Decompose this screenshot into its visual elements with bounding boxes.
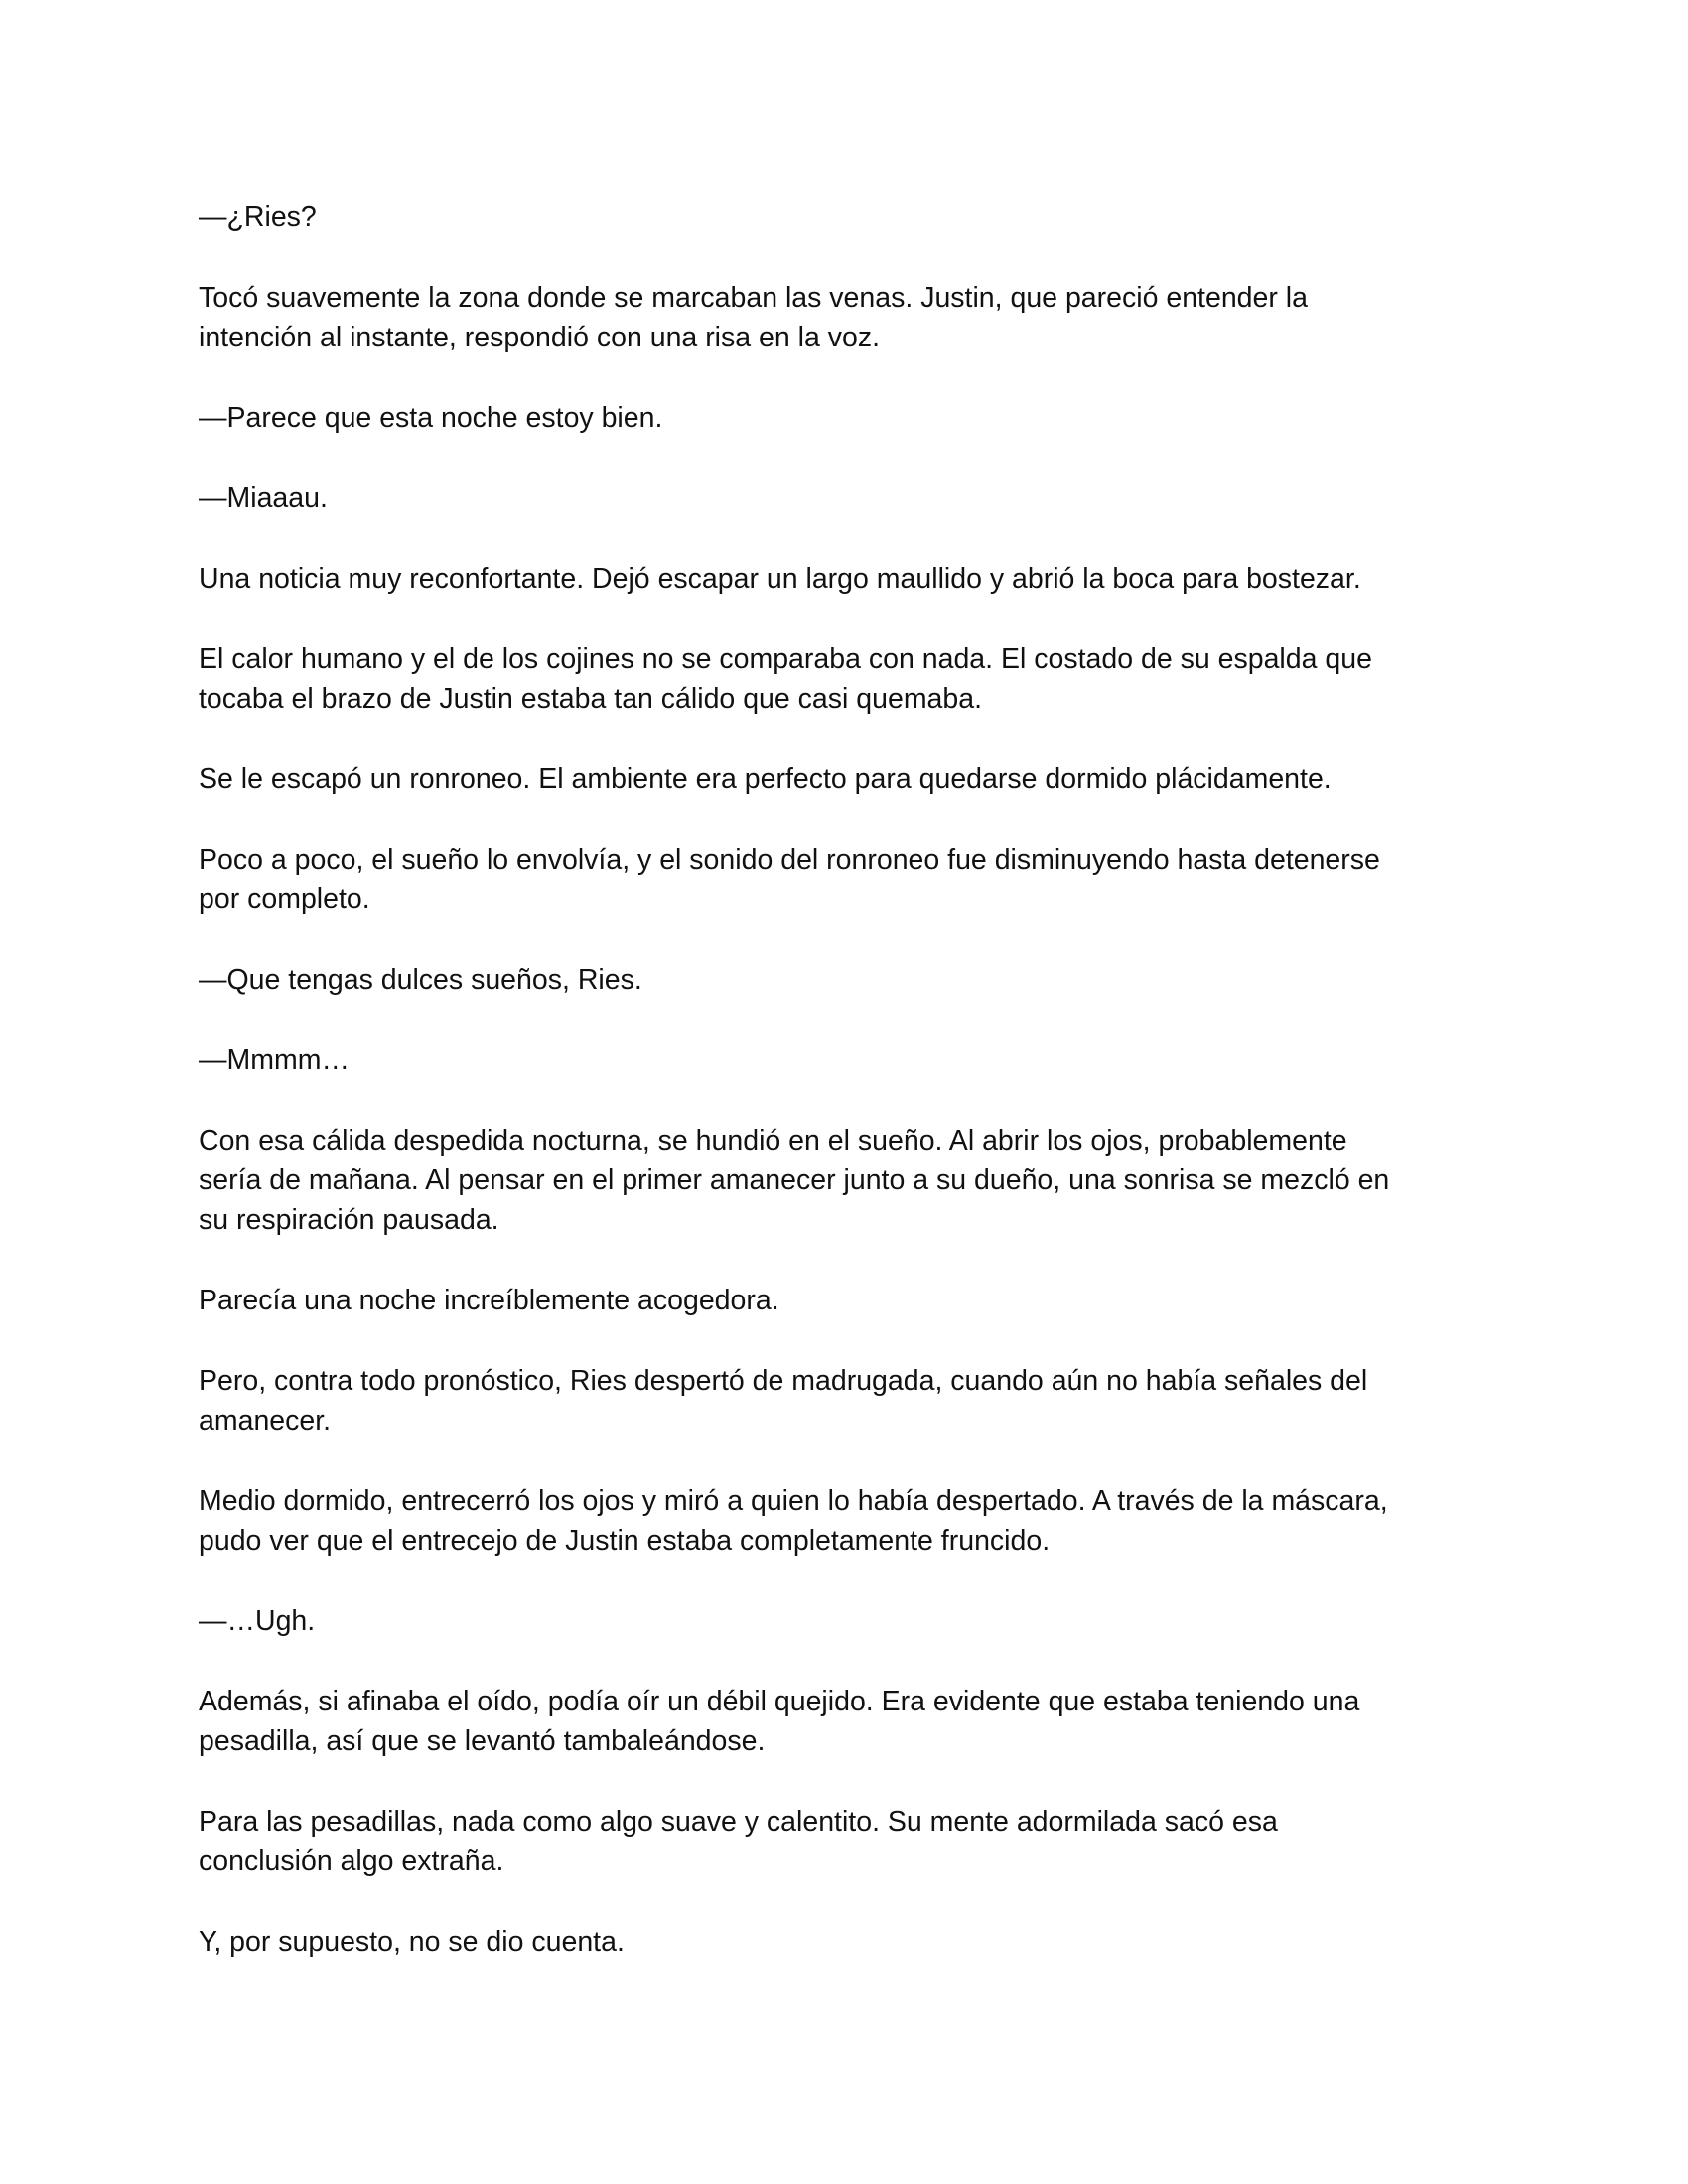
paragraph-14 <box>199 1481 1509 1561</box>
text-line: Parecía una noche increíblemente acogedora. <box>199 1285 779 1316</box>
text-line: sería de mañana. Al pensar en el primer amanecer junto a su dueño, una sonrisa se mezcló en <box>199 1164 1390 1196</box>
text-line: intención al instante, respondió con una risa en la voz. <box>199 322 881 353</box>
paragraph-8 <box>199 840 1509 919</box>
paragraph-7 <box>199 759 1509 799</box>
paragraph-4 <box>199 478 1509 518</box>
paragraph-18 <box>199 1922 1509 1962</box>
text-line: —Que tengas dulces sueños, Ries. <box>199 964 642 996</box>
text-line: Para las pesadillas, nada como algo suave y calentito. Su mente adormilada sacó esa <box>199 1806 1278 1838</box>
text-line: Y, por supuesto, no se dio cuenta. <box>199 1926 625 1958</box>
text-line: Poco a poco, el sueño lo envolvía, y el sonido del ronroneo fue disminuyendo hasta detenerse <box>199 844 1380 876</box>
paragraph-17 <box>199 1802 1509 1881</box>
text-line: —Mmmm… <box>199 1044 350 1076</box>
text-line: Se le escapó un ronroneo. El ambiente era perfecto para quedarse dormido plácidamente. <box>199 763 1332 795</box>
text-line: Pero, contra todo pronóstico, Ries despertó de madrugada, cuando aún no había señales del <box>199 1365 1368 1397</box>
paragraph-3 <box>199 398 1509 438</box>
document-page <box>199 198 1509 2002</box>
text-line: Tocó suavemente la zona donde se marcaban las venas. Justin, que pareció entender la <box>199 282 1308 314</box>
paragraph-1 <box>199 198 1509 237</box>
text-line: Medio dormido, entrecerró los ojos y miró a quien lo había despertado. A través de la máscara, <box>199 1485 1388 1517</box>
paragraph-5 <box>199 559 1509 599</box>
paragraph-10 <box>199 1040 1509 1080</box>
text-line: conclusión algo extraña. <box>199 1845 504 1877</box>
text-line: amanecer. <box>199 1405 332 1436</box>
text-line: por completo. <box>199 884 370 915</box>
text-line: —…Ugh. <box>199 1605 316 1637</box>
paragraph-15 <box>199 1601 1509 1641</box>
paragraph-11 <box>199 1121 1509 1240</box>
paragraph-9 <box>199 960 1509 1000</box>
text-line: pesadilla, así que se levantó tambaleándose. <box>199 1725 766 1757</box>
text-line: —Parece que esta noche estoy bien. <box>199 402 663 434</box>
paragraph-6 <box>199 639 1509 719</box>
paragraph-13 <box>199 1361 1509 1440</box>
text-line: El calor humano y el de los cojines no se comparaba con nada. El costado de su espalda que <box>199 643 1372 675</box>
text-line: su respiración pausada. <box>199 1204 499 1236</box>
text-line: —¿Ries? <box>199 202 317 233</box>
text-line: —Miaaau. <box>199 482 328 514</box>
text-line: Además, si afinaba el oído, podía oír un débil quejido. Era evidente que estaba teniendo una <box>199 1686 1360 1717</box>
text-line: pudo ver que el entrecejo de Justin estaba completamente fruncido. <box>199 1525 1051 1557</box>
text-line: tocaba el brazo de Justin estaba tan cálido que casi quemaba. <box>199 683 983 715</box>
paragraph-2 <box>199 278 1509 357</box>
text-line: Con esa cálida despedida nocturna, se hundió en el sueño. Al abrir los ojos, probablemente <box>199 1125 1347 1157</box>
paragraph-16 <box>199 1682 1509 1761</box>
text-line: Una noticia muy reconfortante. Dejó escapar un largo maullido y abrió la boca para bostezar. <box>199 563 1361 595</box>
paragraph-12 <box>199 1281 1509 1320</box>
